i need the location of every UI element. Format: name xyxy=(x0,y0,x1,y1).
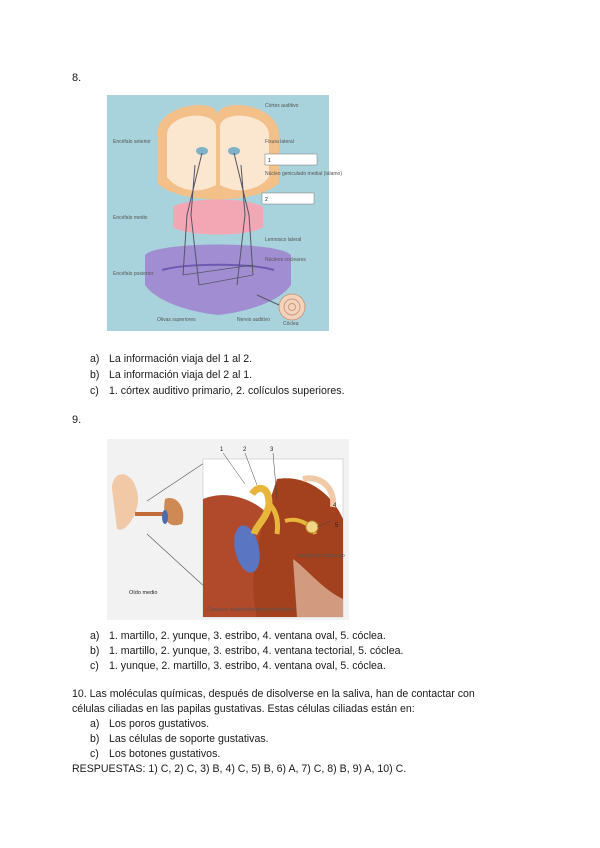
question-10-line-1: 10. Las moléculas químicas, después de disolverse en la saliva, han de contactar con xyxy=(72,688,475,700)
label-encefalo-medio: Encéfalo medio xyxy=(113,215,148,221)
label-membrana: Membrana timpánica xyxy=(247,607,294,613)
label-box-1: 1 xyxy=(268,158,271,164)
figure-number-2: 2 xyxy=(243,447,247,453)
q8-option-c: c) 1. córtex auditivo primario, 2. colículos superiores. xyxy=(90,385,345,397)
q10-option-a: a) Los poros gustativos. xyxy=(90,718,210,730)
figure-number-1: 1 xyxy=(220,447,224,453)
auditory-pathway-figure xyxy=(107,95,342,331)
label-nucleos-cocleares: Núcleos cocleares xyxy=(265,257,306,263)
answers-line: RESPUESTAS: 1) C, 2) C, 3) B, 4) C, 5) B, 6) A, 7) C, 8) B, 9) A, 10) C. xyxy=(72,763,407,775)
q8-option-b: b) La información viaja del 2 al 1. xyxy=(90,369,253,381)
label-coclea: Cóclea xyxy=(283,321,299,327)
figure-number-4: 4 xyxy=(333,503,337,509)
question-8-number: 8. xyxy=(72,72,82,84)
figure-number-5: 5 xyxy=(335,523,339,529)
label-fisura: Fisura lateral xyxy=(265,139,294,145)
figure-number-3: 3 xyxy=(270,447,274,453)
q10-option-c: c) Los botones gustativos. xyxy=(90,748,221,760)
q9-option-c: c) 1. yunque, 2. martillo, 3. estribo, 4. ventana oval, 5. cóclea. xyxy=(90,660,386,672)
label-nervio: Nervio auditivo xyxy=(237,317,271,323)
label-lemnisco: Lemnisco lateral xyxy=(265,237,302,243)
q9-option-b: b) 1. martillo, 2. yunque, 3. estribo, 4. ventana tectorial, 5. cóclea. xyxy=(90,645,404,657)
label-cortex: Córtex auditivo xyxy=(265,103,299,109)
q8-option-a: a) La información viaja del 1 al 2. xyxy=(90,353,253,365)
label-nucleo-geniculado: Núcleo geniculado medial (tálamo) xyxy=(265,171,342,177)
label-trompa: Trompa de Eustaquio xyxy=(297,553,345,559)
label-encefalo-posterior: Encéfalo posterior xyxy=(113,271,154,277)
label-olivas: Olivas superiores xyxy=(157,317,196,323)
middle-ear-figure xyxy=(107,439,349,620)
q9-option-a: a) 1. martillo, 2. yunque, 3. estribo, 4. ventana oval, 5. cóclea. xyxy=(90,630,386,642)
label-box-2: 2 xyxy=(265,197,268,203)
question-9-number: 9. xyxy=(72,414,82,426)
label-oido-medio: Oído medio xyxy=(129,590,158,596)
label-conducto: Conducto auditivo xyxy=(207,607,248,613)
question-10-line-2: células ciliadas en las papilas gustativas. Estas células ciliadas están en: xyxy=(72,703,415,715)
q10-option-b: b) Las células de soporte gustativas. xyxy=(90,733,269,745)
label-encefalo-anterior: Encéfalo anterior xyxy=(113,139,151,145)
